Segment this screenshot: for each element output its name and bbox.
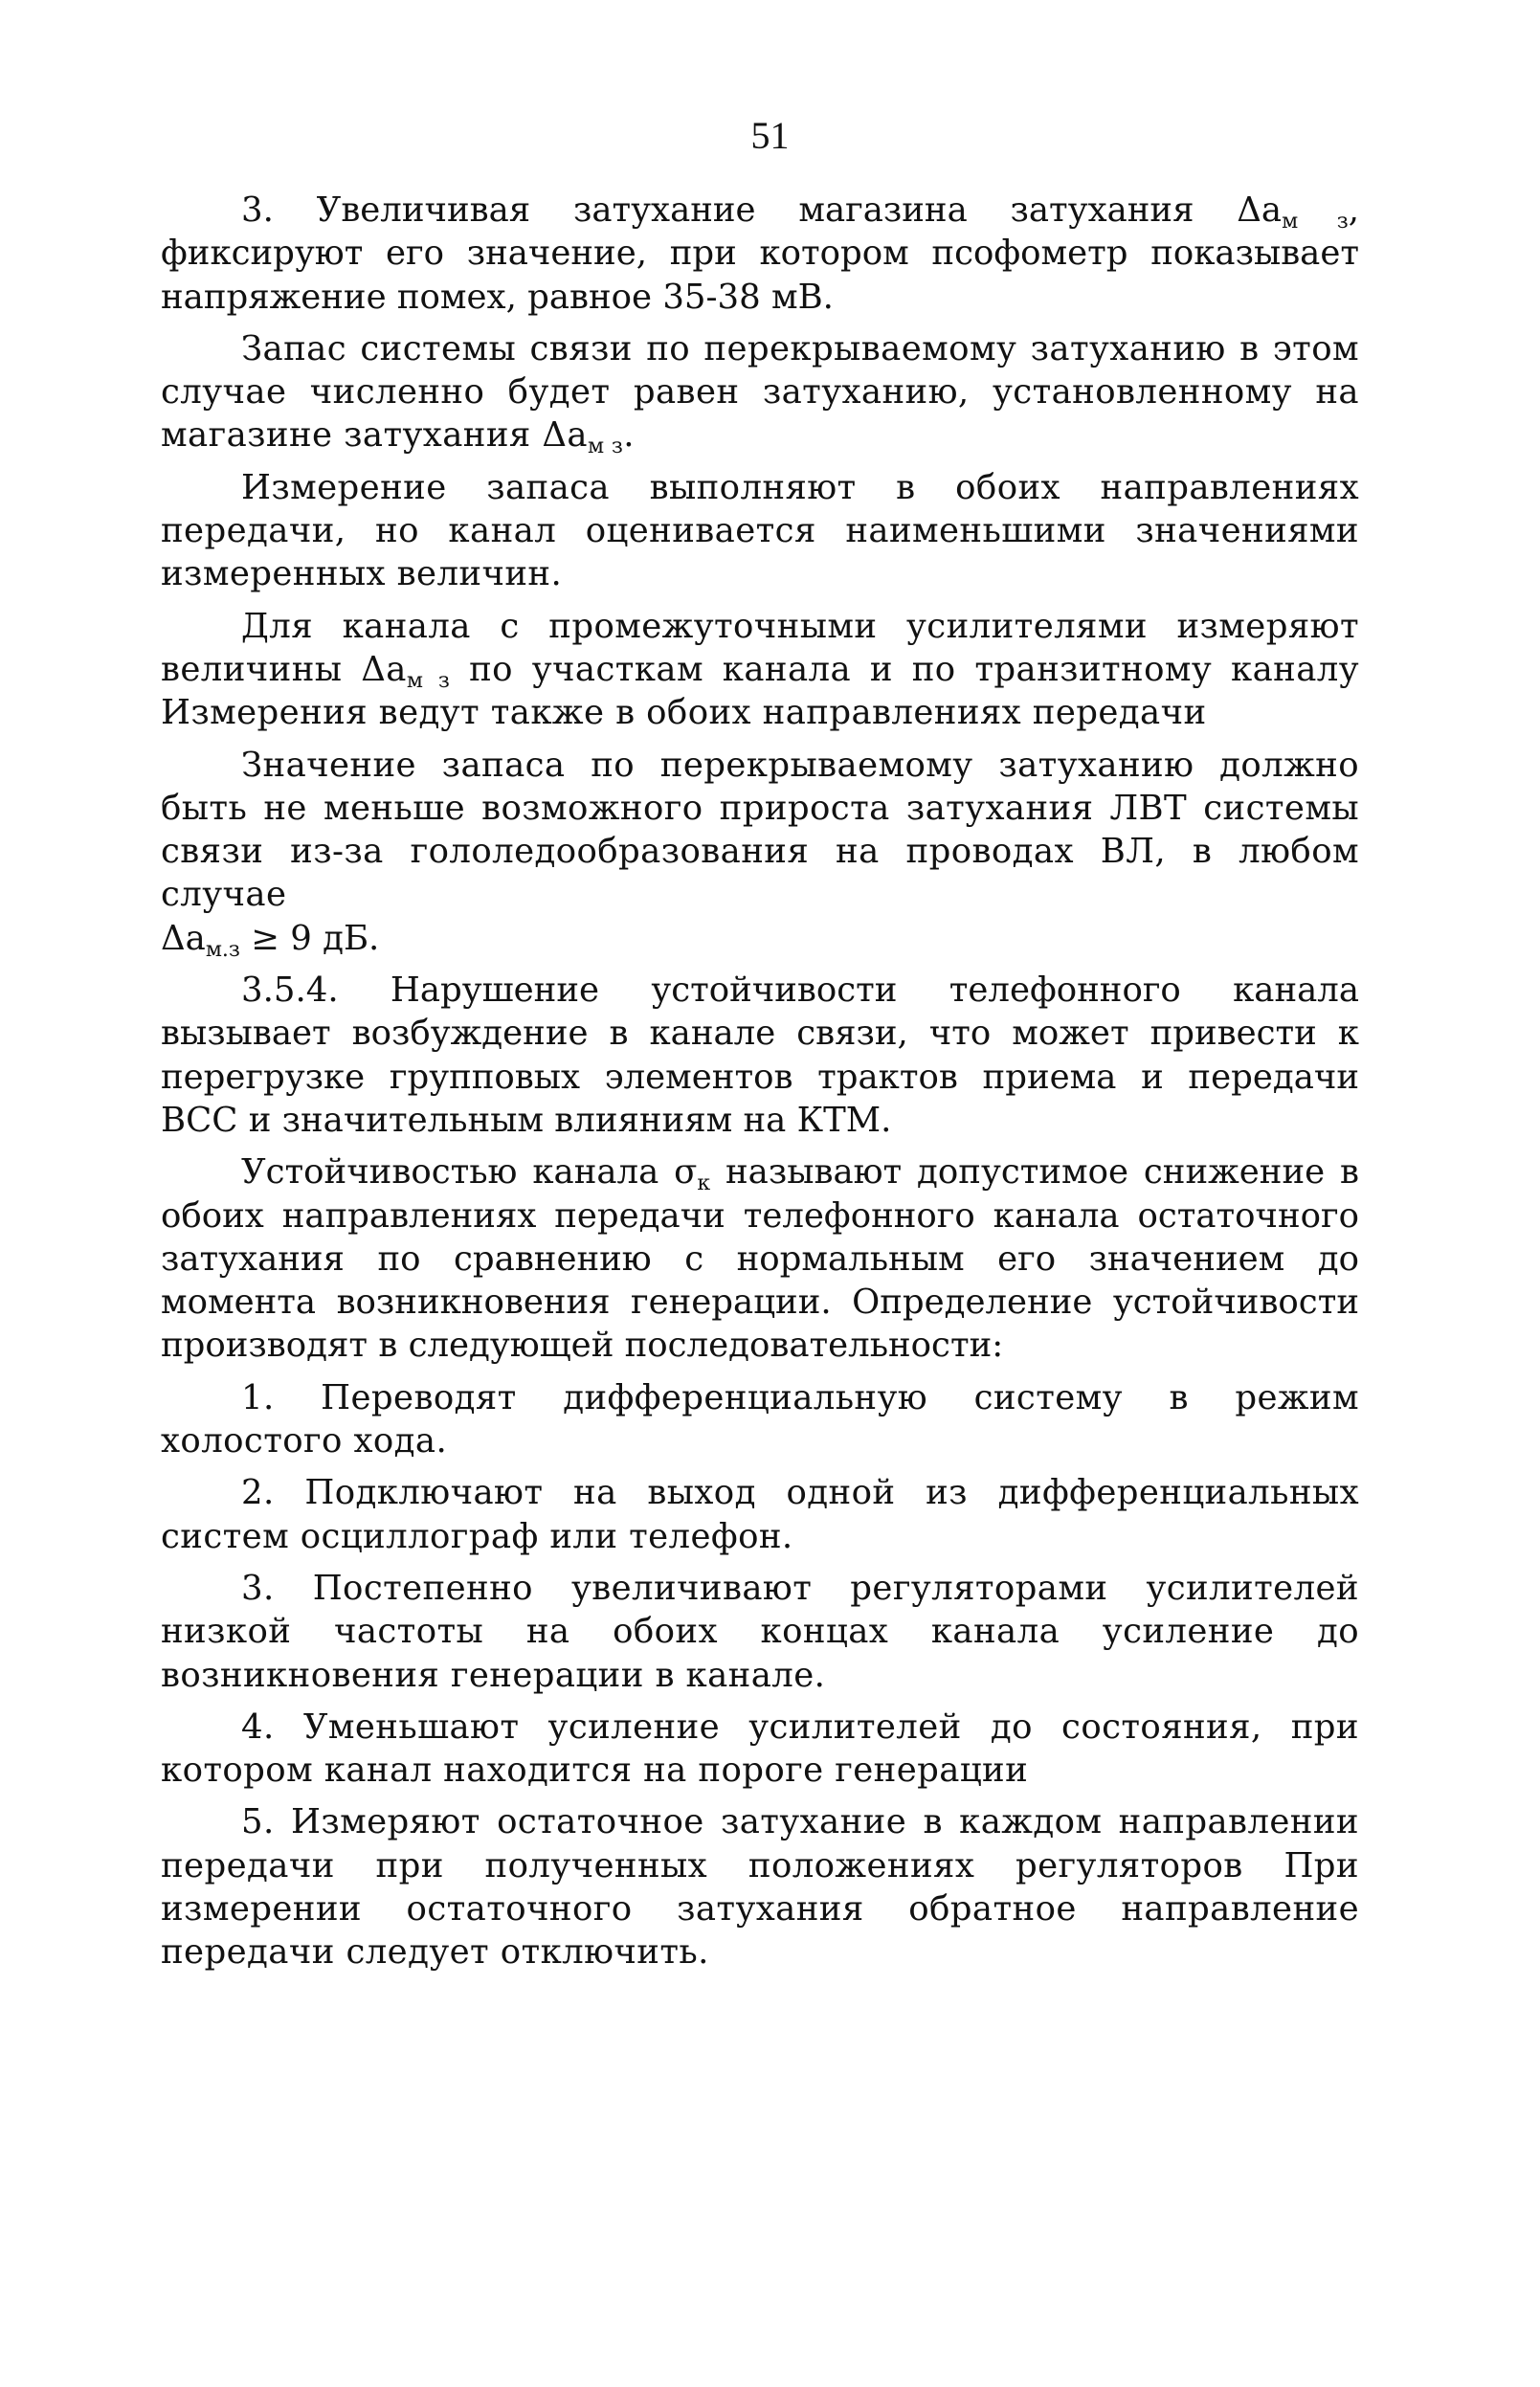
subscript: м.з bbox=[205, 937, 240, 962]
paragraph-reserve-equals-attenuation bbox=[161, 327, 1359, 457]
paragraph-step-3-attenuation bbox=[161, 189, 1359, 319]
formula-min-reserve bbox=[161, 917, 1359, 960]
text-run: . bbox=[623, 415, 635, 456]
paragraph-reserve-requirement: Значение запаса по перекрываемому затуханию должно быть не меньше возможного прироста затухания ЛВТ системы связи из-за гололедообразования на проводах ВЛ, в любом случае bbox=[161, 745, 1359, 915]
text-run: Запас системы связи по перекрываемому затуханию в этом случае численно будет равен затуханию, установленному на магазине затухания Δa bbox=[161, 328, 1359, 456]
list-item-step-3: 3. Постепенно увеличивают регуляторами усилителей низкой частоты на обоих концах канала усиление до возникновения генерации в канале. bbox=[161, 1568, 1359, 1695]
paragraph-measure-both-directions: Измерение запаса выполняют в обоих направлениях передачи, но канал оценивается наименьшими значениями измеренных величин. bbox=[161, 467, 1359, 594]
paragraph-stability-definition bbox=[161, 1150, 1359, 1367]
text-run: Δa bbox=[161, 918, 206, 958]
text-run: называют допустимое снижение в обоих направлениях передачи телефонного канала остаточного затухания по сравнению с нормальным его значением до момента возникновения генерации. Определение устойчивости производят в следующей последовательности: bbox=[161, 1152, 1359, 1366]
list-item-step-2: 2. Подключают на выход одной из дифференциальных систем осциллограф или телефон. bbox=[161, 1473, 1359, 1556]
text-run: ≥ 9 дБ. bbox=[239, 918, 380, 958]
list-item-step-4: 4. Уменьшают усиление усилителей до состояния, при котором канал находится на пороге генерации bbox=[161, 1707, 1359, 1791]
text-run: Для канала с промежуточными усилителями измеряют величины Δa bbox=[161, 606, 1359, 689]
text-run: по участкам канала и по транзитному каналу Измерения ведут также в обоих направлениях передачи bbox=[161, 649, 1360, 733]
list-item-step-1: 1. Переводят дифференциальную систему в режим холостого хода. bbox=[161, 1377, 1359, 1461]
paragraph-intermediate-amplifiers bbox=[161, 605, 1359, 735]
list-item-step-5: 5. Измеряют остаточное затухание в каждом направлении передачи при полученных положениях регуляторов При измерении остаточного затухания обратное направление передачи следует отключить. bbox=[161, 1802, 1359, 1973]
text-run: 3. Увеличивая затухание магазина затухания Δa bbox=[241, 190, 1283, 230]
page-body bbox=[161, 189, 1359, 1983]
subscript: м з bbox=[406, 668, 451, 693]
subscript: м з bbox=[587, 435, 624, 459]
paragraph-section-3-5-4: 3.5.4. Нарушение устойчивости телефонного канала вызывает возбуждение в канале связи, что может привести к перегрузке групповых элементов трактов приема и передачи ВСС и значительным влияниям на КТМ. bbox=[161, 970, 1359, 1140]
subscript: к bbox=[697, 1171, 711, 1196]
text-run: Устойчивостью канала σ bbox=[241, 1152, 698, 1193]
page-number: 51 bbox=[750, 114, 790, 157]
subscript: м з bbox=[1282, 210, 1349, 234]
text-run: , фиксируют его значение, при котором псофометр показывает напряжение помех, равное 35-38 мВ. bbox=[161, 190, 1359, 317]
